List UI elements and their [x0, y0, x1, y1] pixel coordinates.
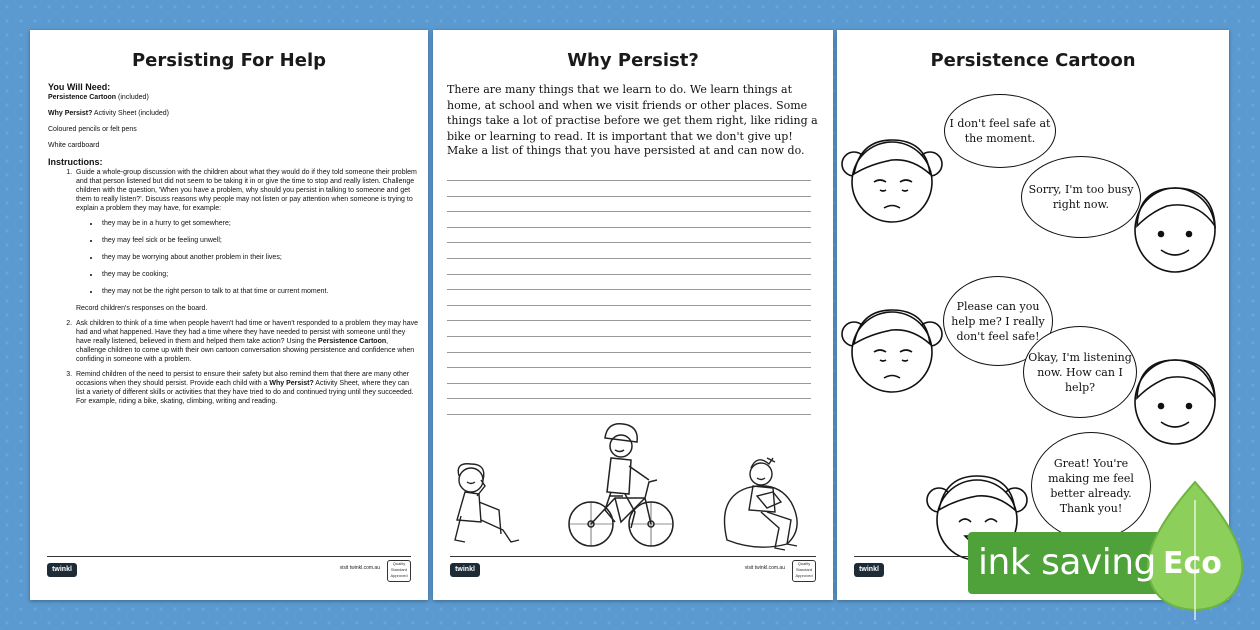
instructions-page	[30, 30, 428, 600]
page-title: Persisting For Help	[131, 50, 327, 71]
writing-line	[447, 242, 811, 243]
quality-badge: Quality Standard Approved	[387, 560, 411, 582]
step-3: 3. Remind children of the need to persist to ensure their safety but also remind them that there are many other occasions when they should persist. Provide each child with a Why Persist? Activity Sheet, where they can list a variety of different skills or activities that they have tried to do and continued trying until they succeeded. For example, riding a bike, skating, climbing, writing and reading.	[74, 370, 418, 406]
writing-line	[447, 258, 811, 259]
need-item: Why Persist? Activity Sheet (included)	[48, 110, 170, 117]
list-prompt: Make a list of things that you have persisted at and can now do.	[447, 144, 805, 157]
speech-bubble: I don't feel safe at the moment.	[944, 94, 1056, 168]
footer-divider	[450, 556, 816, 557]
writing-line	[447, 227, 811, 228]
twinkl-logo: twinkl	[450, 563, 480, 577]
girl-sitting-illustration	[441, 450, 525, 550]
step-2: 2. Ask children to think of a time when people haven't had time or haven't responded to a problem they may have had and what happened. Have they had a time where they have needed to persist with someone until they have really listened, believed in them and helped them take action? Using the Persistence Cartoon, challenge children to come up with their own cartoon conversation showing persistence and confidence when confiding in someone with a problem.	[74, 319, 418, 364]
speech-bubble: Please can you help me? I really don't feel safe!	[943, 276, 1053, 366]
writing-line	[447, 320, 811, 321]
speech-bubble: Great! You're making me feel better already. Thank you!	[1031, 432, 1151, 540]
girl-reading-illustration	[717, 448, 817, 552]
reason-list	[76, 219, 418, 296]
need-item: Persistence Cartoon (included)	[48, 94, 149, 101]
instructions-body	[48, 82, 418, 412]
footer-url: visit twinkl.com.au	[744, 565, 785, 571]
eco-label: Eco	[1163, 546, 1222, 581]
writing-line	[447, 398, 811, 399]
need-item: White cardboard	[48, 142, 100, 149]
writing-line	[447, 196, 811, 197]
footer-url: visit twinkl.com.au	[339, 565, 380, 571]
ink-saving-eco-badge	[968, 480, 1254, 598]
writing-line	[447, 336, 811, 337]
writing-line	[447, 367, 811, 368]
intro-text: There are many things that we learn to do. We learn things at home, at school and when we visit friends or other places. Some things take a lot of practise before we get them right, like riding a bike or learning to read. It is important that we don't give up!	[447, 83, 818, 143]
twinkl-logo: twinkl	[47, 563, 77, 577]
step-1: 1. Guide a whole-group discussion with the children about what they would do if they told someone their problem and that person listened but did not seem to be taking it in or give the time to stop and really listen. Challenge children with the question, 'When you have a problem, why should you persist in talking to someone and get them to really listen?'. Discuss reasons why people may not listen or pay attention when someone is trying to explain a problem they may have, for example: • they may be in a hurry to get somewhere; • they may feel sick or be feeling unwell; • they may be worrying about another problem in their lives; • they may be cooking; • they may not be the right person to talk to at that time or current moment. Record children's responses on the board.	[74, 168, 418, 313]
speech-bubble: Okay, I'm listening now. How can I help?	[1023, 326, 1137, 418]
activity-sheet-page	[433, 30, 833, 600]
ink-saving-label: ink saving	[978, 542, 1156, 583]
twinkl-logo: twinkl	[854, 563, 884, 577]
you-will-need-heading: You Will Need:	[48, 82, 111, 92]
writing-line	[447, 180, 811, 181]
reason-item: • they may feel sick or be feeling unwell;	[100, 236, 418, 245]
writing-line	[447, 289, 811, 290]
writing-line	[447, 305, 811, 306]
boy-on-bike-illustration	[565, 418, 677, 550]
writing-line	[447, 352, 811, 353]
page-title: Why Persist?	[567, 50, 699, 71]
sad-girl-face	[840, 124, 944, 230]
quality-badge: Quality Standard Approved	[792, 560, 816, 582]
record-note: Record children's responses on the board.	[76, 305, 208, 312]
writing-line	[447, 414, 811, 415]
sad-girl-face	[840, 294, 944, 400]
reason-item: • they may not be the right person to talk to at that time or current moment.	[100, 287, 418, 296]
smiling-boy-face	[1127, 348, 1223, 450]
reason-item: • they may be worrying about another problem in their lives;	[100, 253, 418, 262]
writing-line	[447, 383, 811, 384]
smiling-boy-face	[1127, 176, 1223, 278]
need-item: Coloured pencils or felt pens	[48, 126, 137, 133]
page-title: Persistence Cartoon	[930, 50, 1136, 71]
footer-divider	[47, 556, 411, 557]
instructions-heading: Instructions:	[48, 157, 103, 167]
writing-line	[447, 274, 811, 275]
instruction-steps	[48, 168, 418, 406]
reason-item: • they may be cooking;	[100, 270, 418, 279]
reason-item: • they may be in a hurry to get somewhere;	[100, 219, 418, 228]
writing-line	[447, 211, 811, 212]
speech-bubble: Sorry, I'm too busy right now.	[1021, 156, 1141, 238]
